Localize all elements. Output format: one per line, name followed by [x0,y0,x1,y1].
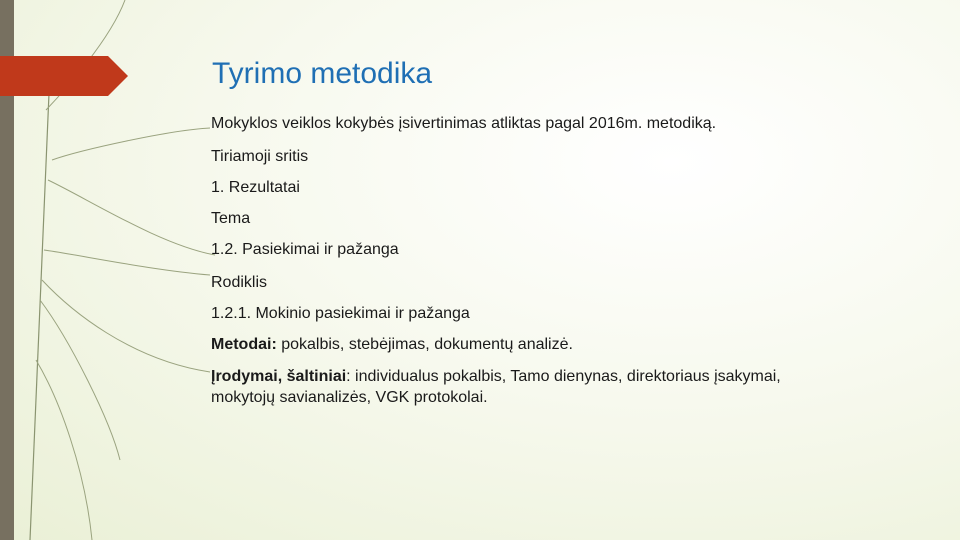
indicator-label: Rodiklis [211,274,268,291]
theme-label: Tema [211,210,251,227]
area-label: Tiriamoji sritis [211,148,309,165]
indicator-value: 1.2.1. Mokinio pasiekimai ir pažanga [211,305,470,322]
evidence-label: Įrodymai, šaltiniai [211,368,347,385]
intro-text: Mokyklos veiklos kokybės įsivertinimas atliktas pagal 2016m. metodiką. [211,115,717,132]
slide-title: Tyrimo metodika [212,57,433,90]
evidence-line [211,368,781,386]
evidence-line-2: mokytojų savianalizės, VGK protokolai. [211,389,488,406]
theme-value: 1.2. Pasiekimai ir pažanga [211,241,399,258]
title-accent-arrow [0,56,128,96]
evidence-value: : individualus pokalbis, Tamo dienynas, direktoriaus įsakymai, [346,368,781,385]
methods-value: pokalbis, stebėjimas, dokumentų analizė. [276,336,573,353]
methods-label: Metodai: [211,336,277,353]
methods-line [211,336,573,354]
area-value: 1. Rezultatai [211,179,300,196]
